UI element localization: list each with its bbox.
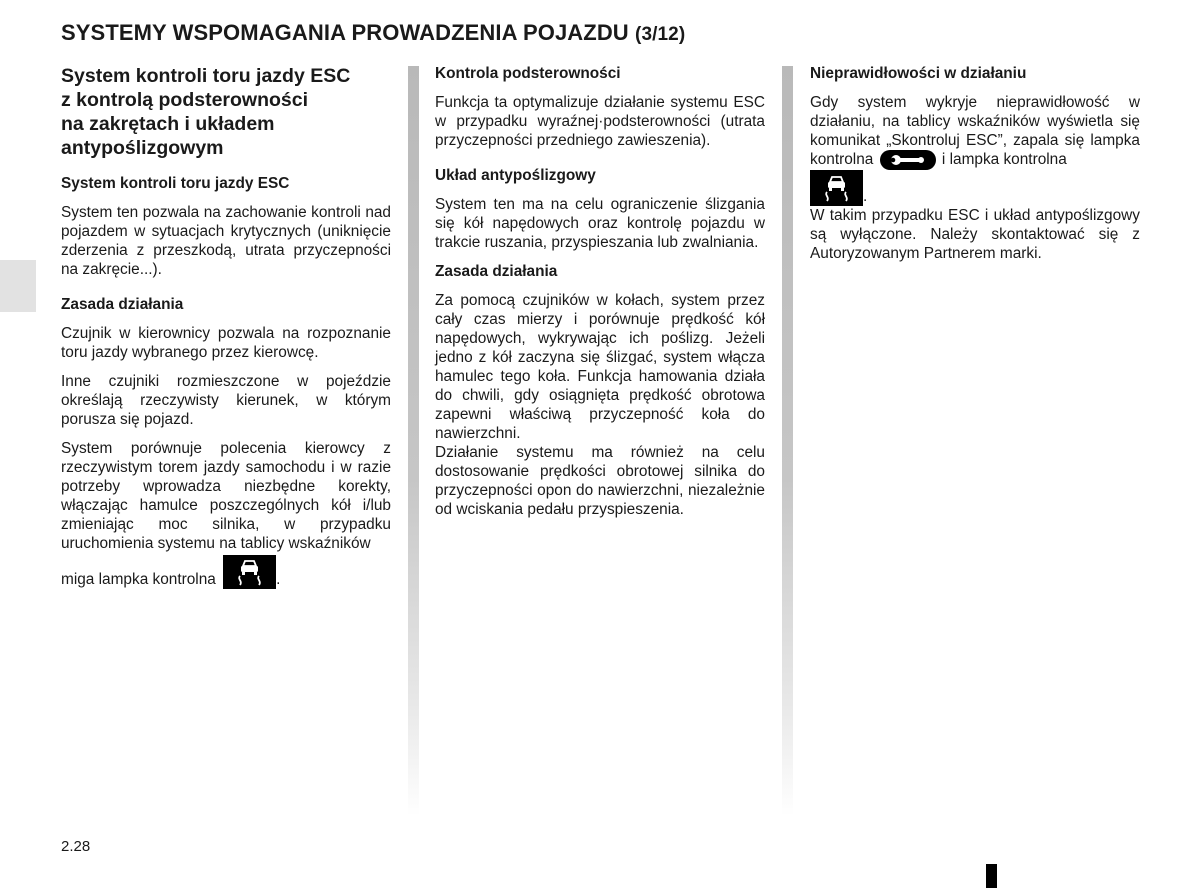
paragraph-wheel-sensors: Za pomocą czujników w kołach, system przez cały czas mierzy i porównuje prędkość kół napędowych, wykrywając ich poślizg. Jeżeli jedno z kół zaczyna się ślizgać, system włącza hamulec tego koła. Funkcja hamowania działa do chwili, gdy osiągnięta prędkość obrotowa zapewni właściwą przyczepność koła do nawierzchni. bbox=[435, 292, 765, 442]
column-middle bbox=[435, 64, 765, 529]
column-divider-2 bbox=[782, 66, 793, 816]
page-title-text: SYSTEMY WSPOMAGANIA PROWADZENIA POJAZDU bbox=[61, 20, 629, 45]
page-part-indicator: (3/12) bbox=[635, 24, 686, 45]
paragraph-system-compare: System porównuje polecenia kierowcy z rzeczywistym torem jazdy samochodu i w razie potrzeby wprowadza niezbędne korekty, włączając hamulce poszczególnych kół i/lub zmieniając moc silnika, w przypadku uruchomienia systemu na tablicy wskaźników bbox=[61, 440, 391, 552]
paragraph-esc-disabled: W takim przypadku ESC i układ antypoślizgowy są wyłączone. Należy skontaktować się z Autoryzowanym Partnerem marki. bbox=[810, 207, 1140, 262]
lamp-blink-end: . bbox=[276, 571, 281, 588]
esc-skid-warning-icon bbox=[223, 555, 276, 589]
paragraph-other-sensors: Inne czujniki rozmieszczone w pojeździe określają rzeczywisty kierunek, w którym porusza się pojazd. bbox=[61, 373, 391, 428]
column-right bbox=[810, 64, 1140, 273]
main-heading-line: System kontroli toru jazdy ESC bbox=[61, 65, 351, 87]
main-heading-line: antypoślizgowym bbox=[61, 137, 224, 159]
subheading-operation: Zasada działania bbox=[61, 296, 184, 313]
paragraph-malfunction bbox=[810, 93, 1140, 170]
subheading-operation-2: Zasada działania bbox=[435, 263, 558, 280]
column-divider-1 bbox=[408, 66, 419, 816]
page-edge-marker bbox=[986, 864, 997, 888]
subheading-esc: System kontroli toru jazdy ESC bbox=[61, 175, 290, 192]
subheading-malfunction: Nieprawidłowości w działaniu bbox=[810, 65, 1027, 82]
wrench-service-icon bbox=[880, 150, 936, 170]
paragraph-steering-sensor: Czujnik w kierownicy pozwala na rozpoznanie toru jazdy wybranego przez kierowcę. bbox=[61, 325, 391, 361]
esc-skid-warning-icon bbox=[810, 170, 863, 206]
malfunction-end: . bbox=[863, 188, 868, 205]
paragraph-esc-intro: System ten pozwala na zachowanie kontroli nad pojazdem w sytuacjach krytycznych (uniknięcie zderzenia z przeszkodą, utrata przyczepności na zakręcie...). bbox=[61, 204, 391, 278]
page-title bbox=[61, 20, 685, 46]
section-tab-marker bbox=[0, 260, 36, 312]
paragraph-engine-speed: Działanie systemu ma również na celu dostosowanie prędkości obrotowej silnika do przyczepności opon do nawierzchni, niezależnie od wciskania pedału przyspieszenia. bbox=[435, 444, 765, 518]
page-number: 2.28 bbox=[61, 838, 91, 855]
main-section-heading bbox=[61, 64, 391, 160]
main-heading-line: z kontrolą podsterowności bbox=[61, 89, 309, 111]
paragraph-antiskid: System ten ma na celu ograniczenie ślizgania się kół napędowych oraz kontrolę pojazdu w trakcie ruszania, przyspieszania lub zwalniania. bbox=[435, 196, 765, 251]
subheading-understeer: Kontrola podsterowności bbox=[435, 65, 621, 82]
paragraph-malfunction-lamp bbox=[810, 170, 1140, 206]
paragraph-understeer: Funkcja ta optymalizuje działanie systemu ESC w przypadku wyraźnej·podsterowności (utrata przyczepności przedniego zawieszenia). bbox=[435, 94, 765, 149]
main-heading-line: na zakrętach i układem bbox=[61, 113, 275, 135]
column-left bbox=[61, 64, 391, 599]
paragraph-lamp-blink bbox=[61, 555, 391, 589]
lamp-blink-text: miga lampka kontrolna bbox=[61, 571, 216, 588]
malfunction-text-2: i lampka kontrolna bbox=[941, 151, 1067, 169]
subheading-antiskid: Układ antypoślizgowy bbox=[435, 167, 596, 184]
malfunction-text: Gdy system wykryje nieprawidłowość w działaniu, na tablicy wskaźników wyświetla się komunikat „Skontroluj ESC”, zapala się lampka kontrolna bbox=[810, 94, 1140, 169]
